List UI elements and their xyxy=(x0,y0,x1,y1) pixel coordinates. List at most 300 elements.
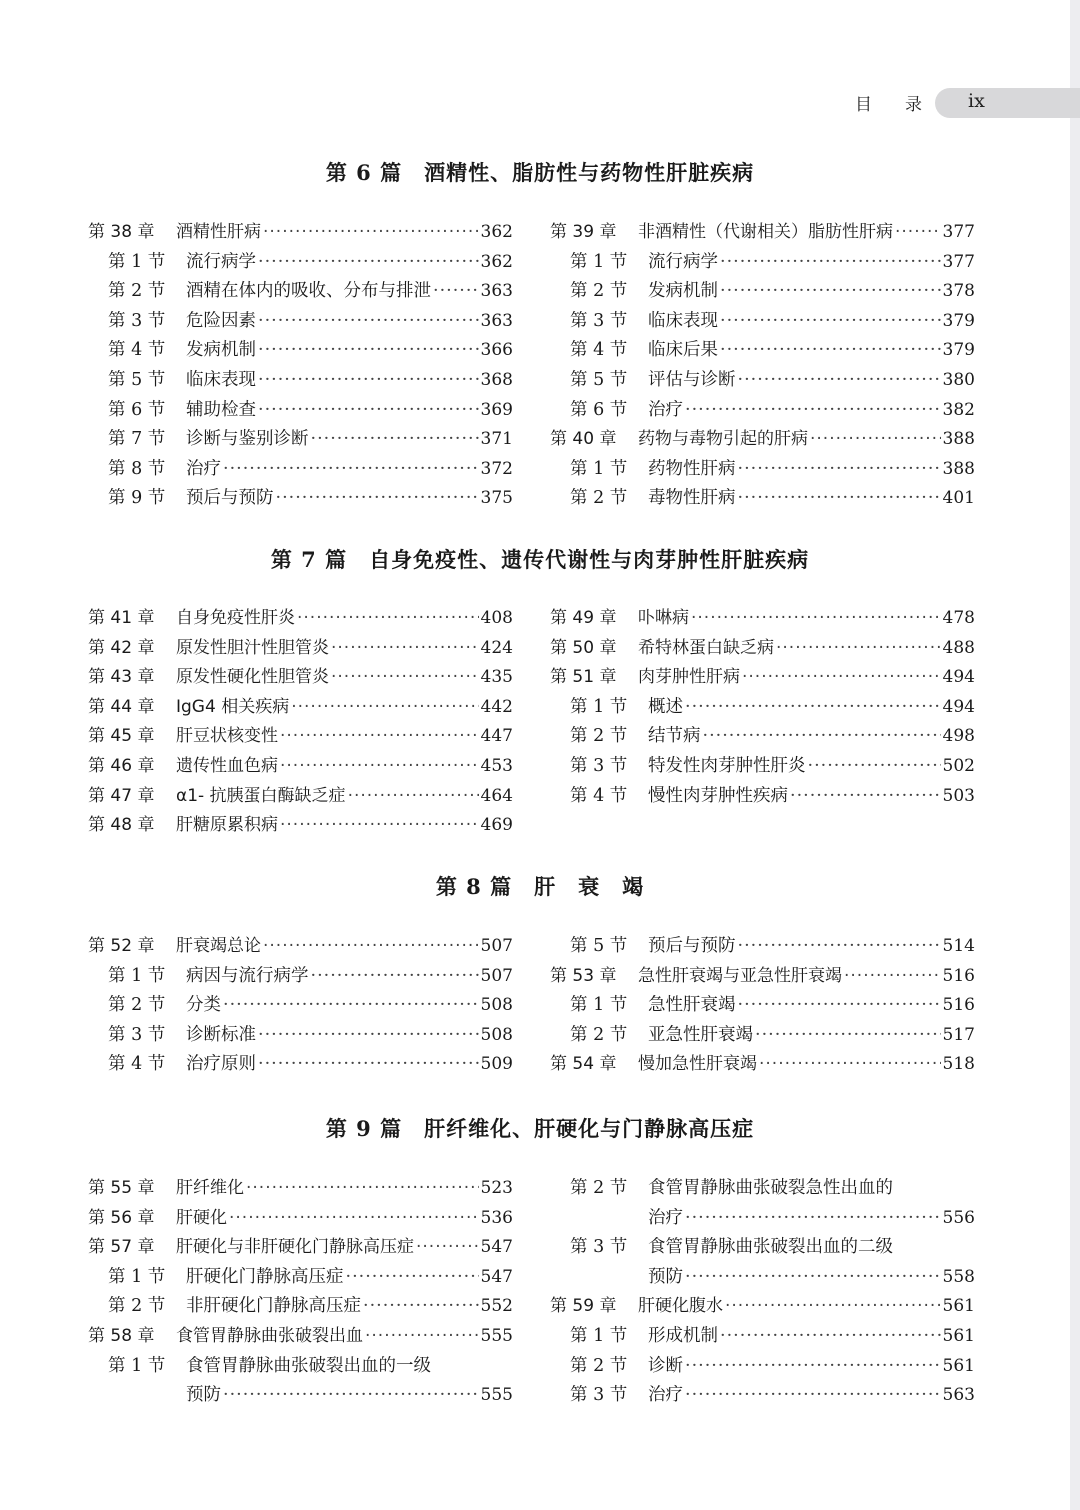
entry-title: 形成机制 xyxy=(648,1326,718,1346)
entry-title: 治疗 xyxy=(648,399,683,420)
entry-page-number: 401 xyxy=(942,488,975,509)
toc-section-entry[interactable] xyxy=(570,366,975,394)
entry-title: 诊断标准 xyxy=(186,1024,256,1045)
toc-section-entry[interactable] xyxy=(108,1292,513,1320)
entry-number: 第 57 章 xyxy=(88,1237,155,1258)
page-number-tab xyxy=(935,88,1080,118)
dot-leader xyxy=(258,1021,479,1049)
entry-page-number: 372 xyxy=(480,458,513,479)
entry-page-number: 561 xyxy=(942,1296,975,1317)
entry-number: 第 52 章 xyxy=(88,936,155,956)
entry-page-number: 547 xyxy=(480,1237,513,1258)
entry-page-number: 369 xyxy=(480,399,513,420)
entry-number: 第 6 节 xyxy=(108,399,166,420)
toc-section-entry[interactable] xyxy=(570,932,975,960)
dot-leader xyxy=(810,425,941,453)
entry-number: 第 3 节 xyxy=(570,1237,628,1258)
dot-leader xyxy=(331,663,479,691)
page-number: ix xyxy=(968,90,985,112)
entry-title: 概述 xyxy=(648,696,683,717)
entry-title: 原发性硬化性胆管炎 xyxy=(176,667,329,688)
entry-number: 第 2 节 xyxy=(570,726,628,747)
entry-number: 第 1 节 xyxy=(570,251,628,272)
entry-page-number: 380 xyxy=(942,370,975,390)
entry-title: 肝衰竭总论 xyxy=(176,936,261,956)
entry-number: 第 46 章 xyxy=(88,756,155,776)
dot-leader xyxy=(685,396,941,424)
toc-section-entry[interactable] xyxy=(570,991,975,1019)
dot-leader xyxy=(276,484,479,512)
entry-title: 特发性肉芽肿性肝炎 xyxy=(648,756,806,776)
dot-leader xyxy=(291,693,478,721)
toc-section-entry[interactable] xyxy=(570,1174,975,1202)
dot-leader xyxy=(808,752,941,780)
dot-leader xyxy=(416,1233,479,1261)
entry-number: 第 44 章 xyxy=(88,696,155,717)
dot-leader xyxy=(297,604,479,632)
entry-page-number: 488 xyxy=(942,637,975,658)
entry-page-number: 555 xyxy=(480,1326,513,1346)
dot-leader xyxy=(776,634,941,662)
dot-leader xyxy=(223,455,479,483)
header-label-mu: 目 xyxy=(855,95,874,115)
dot-leader xyxy=(223,1381,479,1409)
entry-title: IgG4 相关疾病 xyxy=(176,696,290,717)
dot-leader xyxy=(346,1263,479,1291)
entry-number: 第 3 节 xyxy=(108,1024,166,1045)
entry-title: 肉芽肿性肝病 xyxy=(638,667,740,688)
entry-page-number: 494 xyxy=(942,696,975,717)
entry-title: 临床表现 xyxy=(648,310,718,331)
entry-page-number: 371 xyxy=(480,429,513,450)
entry-page-number: 442 xyxy=(480,696,513,717)
entry-title: 诊断 xyxy=(648,1355,683,1376)
dot-leader xyxy=(263,932,479,960)
entry-page-number: 523 xyxy=(480,1178,513,1198)
toc-chapter-entry[interactable] xyxy=(550,634,975,662)
entry-page-number: 366 xyxy=(480,340,513,361)
toc-section-entry[interactable] xyxy=(108,1263,513,1291)
entry-number: 第 2 节 xyxy=(108,995,166,1016)
toc-chapter-entry[interactable] xyxy=(88,663,513,691)
dot-leader xyxy=(365,1322,479,1350)
toc-section-entry[interactable] xyxy=(570,307,975,335)
dot-leader xyxy=(685,1352,941,1380)
toc-chapter-entry[interactable] xyxy=(88,1174,513,1202)
header-label-lu: 录 xyxy=(905,95,924,115)
toc-section-entry[interactable] xyxy=(570,1322,975,1350)
entry-title: 辅助检查 xyxy=(186,399,256,420)
entry-page-number: 375 xyxy=(480,488,513,509)
entry-page-number: 508 xyxy=(480,1024,513,1045)
dot-leader xyxy=(246,1174,479,1202)
entry-number: 第 59 章 xyxy=(550,1296,617,1317)
entry-page-number: 363 xyxy=(480,281,513,302)
entry-page-number: 362 xyxy=(480,222,513,242)
entry-page-number: 464 xyxy=(480,785,513,806)
toc-section-entry[interactable] xyxy=(108,1021,513,1049)
entry-title: 流行病学 xyxy=(648,251,718,272)
entry-page-number: 382 xyxy=(942,399,975,420)
entry-title: 食管胃静脉曲张破裂出血的二级 xyxy=(648,1237,893,1258)
dot-leader xyxy=(703,722,941,750)
toc-section-entry[interactable] xyxy=(108,366,513,394)
dot-leader xyxy=(229,1204,479,1232)
dot-leader xyxy=(363,1292,479,1320)
entry-title: 亚急性肝衰竭 xyxy=(648,1024,753,1045)
dot-leader xyxy=(755,1021,941,1049)
entry-title: 慢性肉芽肿性疾病 xyxy=(648,785,788,806)
toc-section-entry[interactable] xyxy=(570,248,975,276)
entry-title: 药物性肝病 xyxy=(648,458,736,479)
entry-title: 急性肝衰竭与亚急性肝衰竭 xyxy=(638,965,842,986)
toc-chapter-entry[interactable] xyxy=(88,1233,513,1261)
entry-title: 肝硬化腹水 xyxy=(638,1296,723,1317)
toc-section-entry[interactable] xyxy=(108,1050,513,1078)
dot-leader xyxy=(258,1050,479,1078)
toc-entry-continuation[interactable] xyxy=(648,1263,975,1291)
entry-page-number: 561 xyxy=(942,1355,975,1376)
entry-number: 第 1 节 xyxy=(108,251,166,272)
entry-number: 第 1 节 xyxy=(570,458,628,479)
entry-page-number: 388 xyxy=(942,429,975,450)
entry-title: 酒精在体内的吸收、分布与排泄 xyxy=(186,281,431,302)
dot-leader xyxy=(280,811,479,839)
toc-chapter-entry[interactable] xyxy=(550,962,975,990)
entry-page-number: 547 xyxy=(480,1266,513,1287)
entry-number: 第 4 节 xyxy=(570,785,628,806)
entry-number: 第 47 章 xyxy=(88,785,155,806)
entry-page-number: 362 xyxy=(480,251,513,272)
entry-title: 治疗 xyxy=(648,1207,683,1228)
dot-leader xyxy=(738,455,941,483)
entry-page-number: 563 xyxy=(942,1385,975,1406)
entry-page-number: 408 xyxy=(480,608,513,628)
entry-page-number: 518 xyxy=(942,1054,975,1075)
dot-leader xyxy=(258,336,479,364)
entry-title: 卟啉病 xyxy=(638,608,689,628)
toc-section-entry[interactable] xyxy=(108,307,513,335)
entry-page-number: 507 xyxy=(480,936,513,956)
dot-leader xyxy=(685,1381,941,1409)
entry-number: 第 2 节 xyxy=(570,1178,628,1198)
entry-page-number: 561 xyxy=(942,1326,975,1346)
entry-title: 病因与流行病学 xyxy=(186,965,309,986)
toc-chapter-entry[interactable] xyxy=(88,811,513,839)
entry-title: 治疗 xyxy=(186,458,221,479)
entry-number: 第 5 节 xyxy=(570,370,628,390)
entry-page-number: 378 xyxy=(942,281,975,302)
entry-title: 预防 xyxy=(186,1385,221,1406)
dot-leader xyxy=(258,366,479,394)
dot-leader xyxy=(433,277,479,305)
entry-title: 诊断与鉴别诊断 xyxy=(186,429,309,450)
entry-number: 第 2 节 xyxy=(570,281,628,302)
entry-page-number: 447 xyxy=(480,726,513,747)
dot-leader xyxy=(738,366,941,394)
dot-leader xyxy=(331,634,479,662)
entry-title: 治疗原则 xyxy=(186,1054,256,1075)
entry-page-number: 503 xyxy=(942,785,975,806)
dot-leader xyxy=(742,663,941,691)
toc-section-entry[interactable] xyxy=(570,455,975,483)
part-title: 第 7 篇 自身免疫性、遗传代谢性与肉芽肿性肝脏疾病 xyxy=(270,547,810,572)
entry-page-number: 556 xyxy=(942,1207,975,1228)
entry-page-number: 516 xyxy=(942,995,975,1016)
entry-number: 第 50 章 xyxy=(550,637,617,658)
entry-title: 发病机制 xyxy=(186,340,256,361)
entry-page-number: 377 xyxy=(942,222,975,242)
entry-number: 第 6 节 xyxy=(570,399,628,420)
entry-number: 第 1 节 xyxy=(108,965,166,986)
dot-leader xyxy=(348,782,479,810)
entry-title: 评估与诊断 xyxy=(648,370,736,390)
entry-number: 第 3 节 xyxy=(570,1385,628,1406)
entry-number: 第 40 章 xyxy=(550,429,617,450)
entry-page-number: 478 xyxy=(942,608,975,628)
dot-leader xyxy=(258,248,479,276)
dot-leader xyxy=(685,1263,941,1291)
toc-chapter-entry[interactable] xyxy=(88,604,513,632)
part-title: 第 8 篇 肝 衰 竭 xyxy=(435,874,645,899)
dot-leader xyxy=(258,396,479,424)
entry-page-number: 494 xyxy=(942,667,975,688)
entry-number: 第 55 章 xyxy=(88,1178,155,1198)
toc-entry-continuation[interactable] xyxy=(186,1381,513,1409)
dot-leader xyxy=(691,604,941,632)
dot-leader xyxy=(720,248,941,276)
entry-title: 食管胃静脉曲张破裂出血 xyxy=(176,1326,363,1346)
dot-leader xyxy=(725,1292,941,1320)
toc-chapter-entry[interactable] xyxy=(88,693,513,721)
entry-page-number: 424 xyxy=(480,637,513,658)
toc-section-entry[interactable] xyxy=(108,455,513,483)
entry-title: 肝糖原累积病 xyxy=(176,815,278,836)
entry-page-number: 558 xyxy=(942,1266,975,1287)
entry-title: 治疗 xyxy=(648,1385,683,1406)
dot-leader xyxy=(223,991,479,1019)
dot-leader xyxy=(759,1050,941,1078)
entry-number: 第 2 节 xyxy=(570,1024,628,1045)
toc-chapter-entry[interactable] xyxy=(88,932,513,960)
entry-title: 食管胃静脉曲张破裂急性出血的 xyxy=(648,1178,893,1198)
toc-section-entry[interactable] xyxy=(570,1381,975,1409)
entry-number: 第 1 节 xyxy=(108,1355,166,1376)
entry-title: 肝豆状核变性 xyxy=(176,726,278,747)
entry-number: 第 56 章 xyxy=(88,1207,155,1228)
entry-title: 肝硬化门静脉高压症 xyxy=(186,1266,344,1287)
entry-title: 非肝硬化门静脉高压症 xyxy=(186,1296,361,1317)
dot-leader xyxy=(720,1322,941,1350)
dot-leader xyxy=(685,693,941,721)
dot-leader xyxy=(790,782,941,810)
dot-leader xyxy=(738,991,941,1019)
entry-title: 毒物性肝病 xyxy=(648,488,736,509)
toc-section-entry[interactable] xyxy=(570,336,975,364)
dot-leader xyxy=(280,752,479,780)
toc-chapter-entry[interactable] xyxy=(88,782,513,810)
entry-title: α1- 抗胰蛋白酶缺乏症 xyxy=(176,785,346,806)
entry-number: 第 58 章 xyxy=(88,1326,155,1346)
page-edge-band xyxy=(1070,0,1080,1510)
entry-title: 慢加急性肝衰竭 xyxy=(638,1054,757,1075)
entry-number: 第 41 章 xyxy=(88,608,155,628)
entry-page-number: 508 xyxy=(480,995,513,1016)
dot-leader xyxy=(738,484,941,512)
entry-title: 肝硬化与非肝硬化门静脉高压症 xyxy=(176,1237,414,1258)
entry-title: 预后与预防 xyxy=(648,936,736,956)
entry-page-number: 552 xyxy=(480,1296,513,1317)
entry-title: 遗传性血色病 xyxy=(176,756,278,776)
entry-number: 第 53 章 xyxy=(550,965,617,986)
entry-page-number: 379 xyxy=(942,310,975,331)
toc-chapter-entry[interactable] xyxy=(550,425,975,453)
dot-leader xyxy=(311,425,479,453)
entry-number: 第 2 节 xyxy=(108,281,166,302)
entry-number: 第 4 节 xyxy=(570,340,628,361)
toc-section-entry[interactable] xyxy=(570,752,975,780)
toc-chapter-entry[interactable] xyxy=(550,1050,975,1078)
entry-title: 肝硬化 xyxy=(176,1207,227,1228)
toc-chapter-entry[interactable] xyxy=(550,663,975,691)
dot-leader xyxy=(720,336,941,364)
entry-number: 第 43 章 xyxy=(88,667,155,688)
dot-leader xyxy=(263,218,479,246)
toc-section-entry[interactable] xyxy=(108,991,513,1019)
entry-title: 分类 xyxy=(186,995,221,1016)
toc-section-entry[interactable] xyxy=(108,425,513,453)
entry-number: 第 54 章 xyxy=(550,1054,617,1075)
entry-page-number: 498 xyxy=(942,726,975,747)
entry-number: 第 7 节 xyxy=(108,429,166,450)
dot-leader xyxy=(685,1204,941,1232)
entry-page-number: 517 xyxy=(942,1024,975,1045)
toc-section-entry[interactable] xyxy=(570,782,975,810)
entry-page-number: 514 xyxy=(942,936,975,956)
entry-number: 第 48 章 xyxy=(88,815,155,836)
entry-number: 第 42 章 xyxy=(88,637,155,658)
toc-section-entry[interactable] xyxy=(570,396,975,424)
entry-page-number: 377 xyxy=(942,251,975,272)
entry-title: 酒精性肝病 xyxy=(176,222,261,242)
dot-leader xyxy=(258,307,479,335)
entry-number: 第 5 节 xyxy=(570,936,628,956)
entry-page-number: 368 xyxy=(480,370,513,390)
entry-page-number: 469 xyxy=(480,815,513,836)
entry-page-number: 536 xyxy=(480,1207,513,1228)
entry-number: 第 2 节 xyxy=(570,488,628,509)
dot-leader xyxy=(844,962,941,990)
entry-title: 流行病学 xyxy=(186,251,256,272)
toc-section-entry[interactable] xyxy=(108,248,513,276)
entry-number: 第 38 章 xyxy=(88,222,155,242)
entry-title: 非酒精性（代谢相关）脂肪性肝病 xyxy=(638,222,893,242)
entry-page-number: 555 xyxy=(480,1385,513,1406)
toc-chapter-entry[interactable] xyxy=(88,1322,513,1350)
entry-title: 结节病 xyxy=(648,726,701,747)
entry-number: 第 2 节 xyxy=(570,1355,628,1376)
toc-section-entry[interactable] xyxy=(570,484,975,512)
entry-page-number: 516 xyxy=(942,965,975,986)
entry-number: 第 2 节 xyxy=(108,1296,166,1317)
part-title: 第 9 篇 肝纤维化、肝硬化与门静脉高压症 xyxy=(325,1116,755,1141)
toc-section-entry[interactable] xyxy=(570,1352,975,1380)
dot-leader xyxy=(720,307,941,335)
entry-number: 第 3 节 xyxy=(570,756,628,776)
toc-section-entry[interactable] xyxy=(570,693,975,721)
toc-chapter-entry[interactable] xyxy=(88,218,513,246)
toc-chapter-entry[interactable] xyxy=(550,604,975,632)
entry-title: 原发性胆汁性胆管炎 xyxy=(176,637,329,658)
entry-number: 第 5 节 xyxy=(108,370,166,390)
entry-number: 第 4 节 xyxy=(108,340,166,361)
entry-number: 第 9 节 xyxy=(108,488,166,509)
entry-number: 第 3 节 xyxy=(108,310,166,331)
toc-chapter-entry[interactable] xyxy=(550,218,975,246)
entry-number: 第 49 章 xyxy=(550,608,617,628)
entry-page-number: 363 xyxy=(480,310,513,331)
dot-leader xyxy=(280,722,479,750)
entry-title: 临床后果 xyxy=(648,340,718,361)
toc-section-entry[interactable] xyxy=(108,1352,513,1380)
entry-number: 第 39 章 xyxy=(550,222,617,242)
entry-title: 药物与毒物引起的肝病 xyxy=(638,429,808,450)
entry-title: 食管胃静脉曲张破裂出血的一级 xyxy=(186,1355,431,1376)
entry-number: 第 3 节 xyxy=(570,310,628,331)
entry-title: 希特林蛋白缺乏病 xyxy=(638,637,774,658)
toc-section-entry[interactable] xyxy=(570,722,975,750)
toc-entry-continuation[interactable] xyxy=(648,1204,975,1232)
entry-title: 临床表现 xyxy=(186,370,256,390)
toc-section-entry[interactable] xyxy=(108,396,513,424)
entry-number: 第 4 节 xyxy=(108,1054,166,1075)
toc-chapter-entry[interactable] xyxy=(88,1204,513,1232)
dot-leader xyxy=(738,932,941,960)
entry-number: 第 1 节 xyxy=(570,1326,628,1346)
toc-section-entry[interactable] xyxy=(108,962,513,990)
toc-section-entry[interactable] xyxy=(108,277,513,305)
entry-number: 第 8 节 xyxy=(108,458,166,479)
toc-chapter-entry[interactable] xyxy=(88,722,513,750)
entry-page-number: 509 xyxy=(480,1054,513,1075)
toc-chapter-entry[interactable] xyxy=(88,634,513,662)
entry-page-number: 453 xyxy=(480,756,513,776)
toc-section-entry[interactable] xyxy=(570,277,975,305)
dot-leader xyxy=(895,218,941,246)
entry-page-number: 507 xyxy=(480,965,513,986)
entry-title: 危险因素 xyxy=(186,310,256,331)
toc-section-entry[interactable] xyxy=(108,484,513,512)
entry-page-number: 435 xyxy=(480,667,513,688)
entry-number: 第 1 节 xyxy=(108,1266,166,1287)
entry-title: 自身免疫性肝炎 xyxy=(176,608,295,628)
toc-section-entry[interactable] xyxy=(570,1021,975,1049)
part-title: 第 6 篇 酒精性、脂肪性与药物性肝脏疾病 xyxy=(325,160,755,185)
entry-number: 第 45 章 xyxy=(88,726,155,747)
entry-page-number: 379 xyxy=(942,340,975,361)
toc-section-entry[interactable] xyxy=(570,1233,975,1261)
entry-title: 肝纤维化 xyxy=(176,1178,244,1198)
entry-title: 发病机制 xyxy=(648,281,718,302)
entry-title: 预防 xyxy=(648,1266,683,1287)
dot-leader xyxy=(311,962,479,990)
toc-chapter-entry[interactable] xyxy=(550,1292,975,1320)
toc-chapter-entry[interactable] xyxy=(88,752,513,780)
toc-section-entry[interactable] xyxy=(108,336,513,364)
entry-title: 急性肝衰竭 xyxy=(648,995,736,1016)
entry-page-number: 502 xyxy=(942,756,975,776)
entry-page-number: 388 xyxy=(942,458,975,479)
